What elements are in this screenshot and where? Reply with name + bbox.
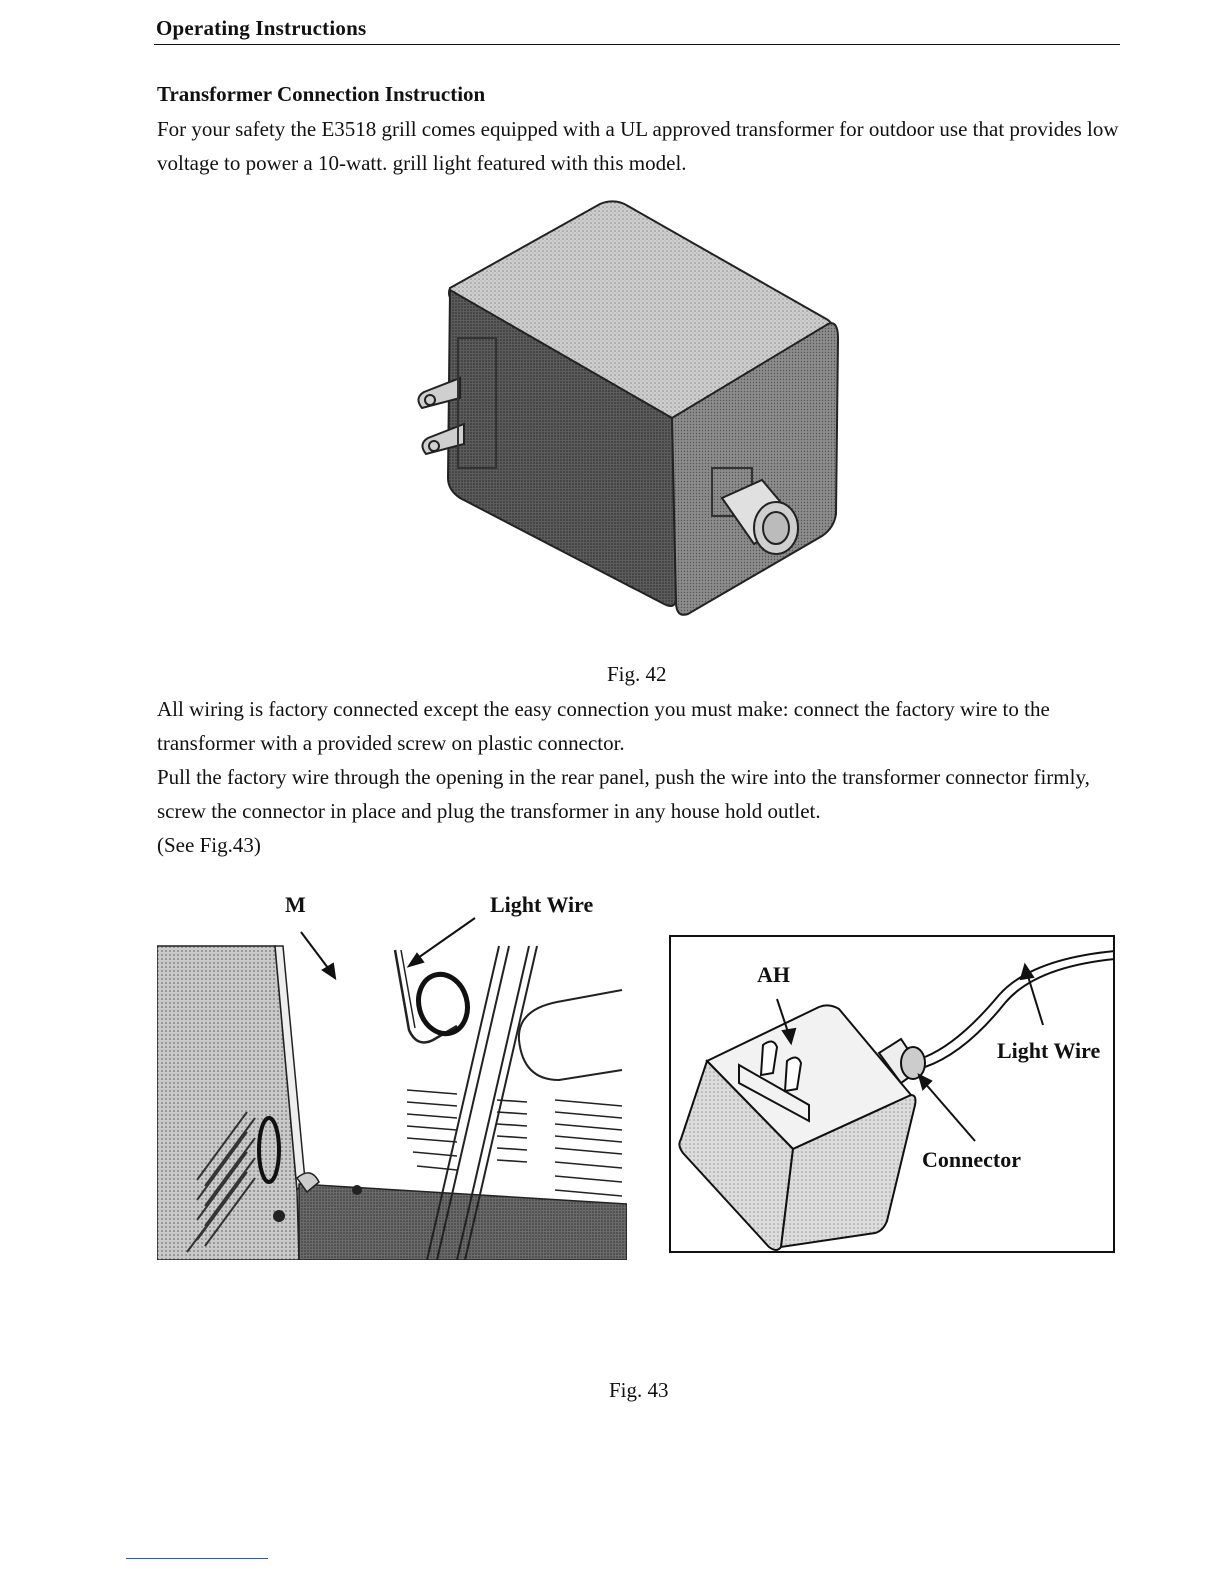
pull-wire-paragraph: Pull the factory wire through the opening in the rear panel, push the wire into the transformer connector firmly, screw the connector in place and plug the transformer in any house hold outlet. (157, 765, 1090, 823)
label-ah: AH (757, 962, 790, 987)
callout-arrows-left (301, 918, 475, 978)
label-light-wire-right: Light Wire (997, 1038, 1101, 1063)
fig43-caption: Fig. 43 (609, 1378, 669, 1402)
section-heading: Transformer Connection Instruction (157, 82, 486, 106)
label-light-wire-left: Light Wire (490, 892, 594, 917)
fig42-caption: Fig. 42 (607, 662, 667, 686)
transformer-connection-illustration (669, 935, 1115, 1253)
floor-panel (299, 1184, 627, 1260)
light-wire-loop (395, 950, 457, 1042)
page-header-title: Operating Instructions (156, 16, 367, 40)
label-m: M (285, 892, 306, 917)
rear-panel-vents (407, 1090, 622, 1196)
transformer-illustration (410, 198, 850, 618)
rear-panel-illustration (157, 890, 627, 1260)
header-divider (154, 44, 1120, 45)
footnote-divider (126, 1558, 268, 1559)
see-figure-note: (See Fig.43) (157, 833, 261, 857)
wiring-paragraph: All wiring is factory connected except the easy connection you must make: connect the factory wire to the transformer with a provided screw on plastic connector. (157, 697, 1050, 755)
label-connector: Connector (922, 1147, 1021, 1172)
intro-paragraph: For your safety the E3518 grill comes equipped with a UL approved transformer for outdoor use that provides low voltage to power a 10-watt. grill light featured with this model. (157, 117, 1119, 175)
